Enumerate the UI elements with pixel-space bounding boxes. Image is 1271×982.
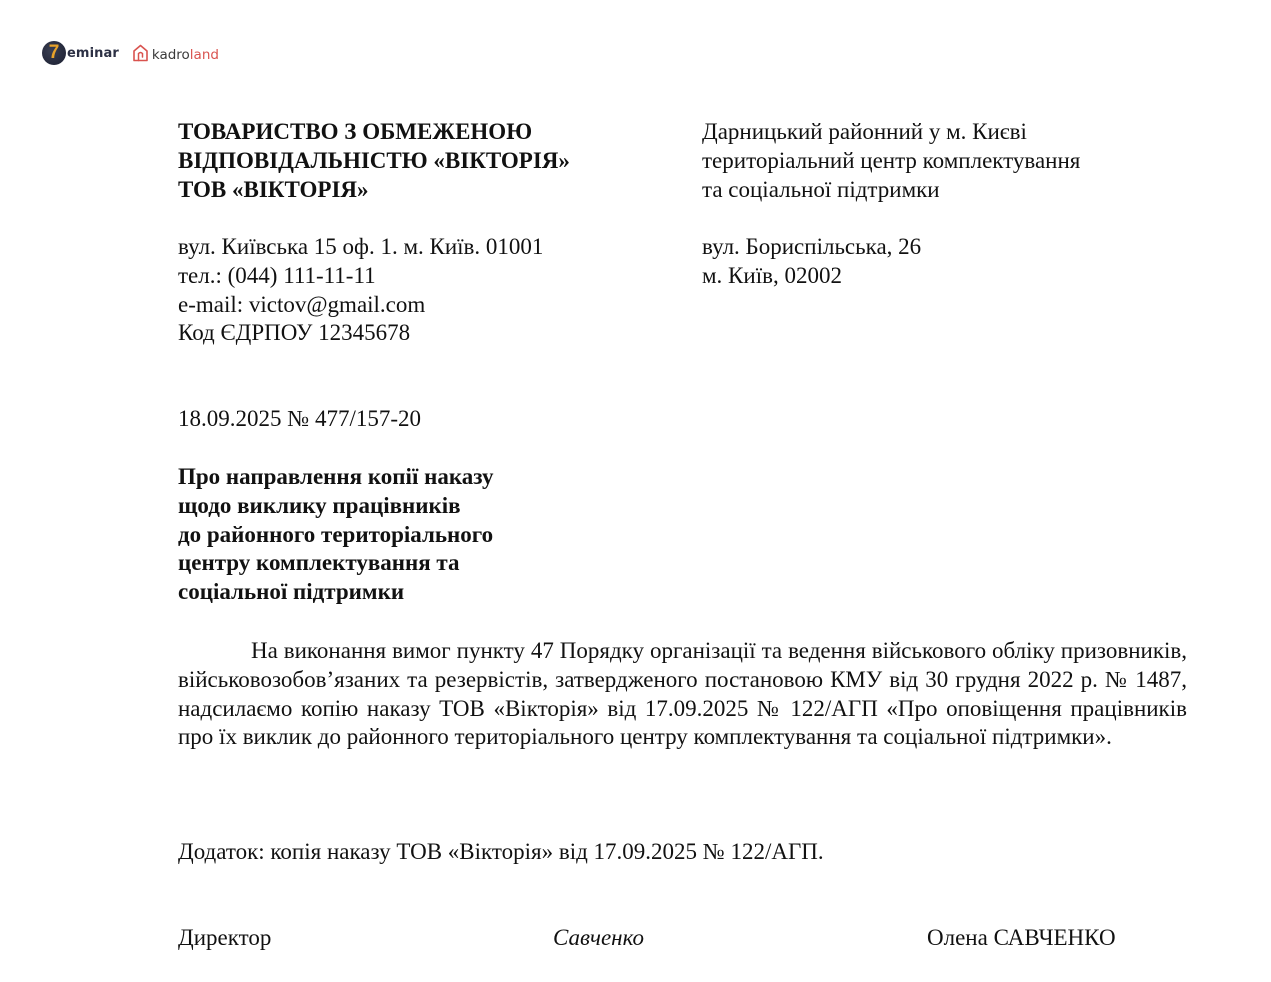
kadroland-text-main: kadro — [151, 46, 190, 63]
recipient-address-line: м. Київ, 02002 — [702, 262, 842, 288]
seminar-logo — [42, 41, 119, 65]
kadroland-text-accent: land — [189, 46, 219, 63]
sender-contacts — [178, 233, 543, 348]
signatory-position: Директор — [178, 925, 272, 950]
recipient-name-line: Дарницький районний у м. Києві — [702, 119, 1027, 144]
recipient-name-line: та соціальної підтримки — [702, 176, 940, 202]
attachment-note: Додаток: копія наказу ТОВ «Вікторія» від 17.09.2025 № 122/АГП. — [178, 839, 824, 864]
sender-address: вул. Київська 15 оф. 1. м. Київ. 01001 — [178, 234, 544, 259]
sender-name-line: ТОВАРИСТВО З ОБМЕЖЕНОЮ — [178, 119, 533, 144]
document-subject — [178, 463, 494, 607]
subject-line: до районного територіального — [178, 521, 494, 547]
house-outline-icon — [132, 44, 149, 62]
recipient-name — [702, 118, 1080, 204]
sender-name — [178, 118, 570, 204]
recipient-name-line: територіальний центр комплектування — [702, 147, 1081, 173]
seminar-badge-icon: 7 — [42, 41, 66, 65]
body-paragraph: На виконання вимог пункту 47 Порядку організації та ведення військового обліку призовників, військовозобов’язаних та резервістів, затвердженого постановою КМУ від 30 грудня 2022 р. № 1487, надсилаємо копію наказу ТОВ «Вікторія» від 17.09.2025 № 122/АГП «Про оповіщення працівників про їх виклик до районного територіального центру комплектування та соціальної підтримки». — [178, 638, 1187, 750]
recipient-address — [702, 233, 921, 291]
kadroland-logo-text — [152, 47, 219, 63]
subject-line: Про направлення копії наказу — [178, 464, 494, 489]
kadroland-logo — [132, 44, 219, 63]
sender-email: e-mail: victov@gmail.com — [178, 291, 426, 317]
subject-line: центру комплектування та — [178, 550, 460, 576]
signature: Савченко — [553, 925, 644, 950]
document-reference: 18.09.2025 № 477/157-20 — [178, 406, 421, 431]
subject-line: соціальної підтримки — [178, 579, 405, 605]
signatory-name: Олена САВЧЕНКО — [927, 925, 1116, 950]
sender-name-line: ВІДПОВІДАЛЬНІСТЮ «ВІКТОРІЯ» — [178, 147, 570, 173]
header-logos — [42, 39, 219, 67]
recipient-address-line: вул. Бориспільська, 26 — [702, 234, 922, 259]
sender-edrpou: Код ЄДРПОУ 12345678 — [178, 320, 411, 346]
sender-phone: тел.: (044) 111-11-11 — [178, 262, 376, 288]
sender-name-line: ТОВ «ВІКТОРІЯ» — [178, 176, 369, 202]
subject-line: щодо виклику працівників — [178, 492, 461, 518]
seminar-logo-text: eminar — [67, 45, 119, 61]
